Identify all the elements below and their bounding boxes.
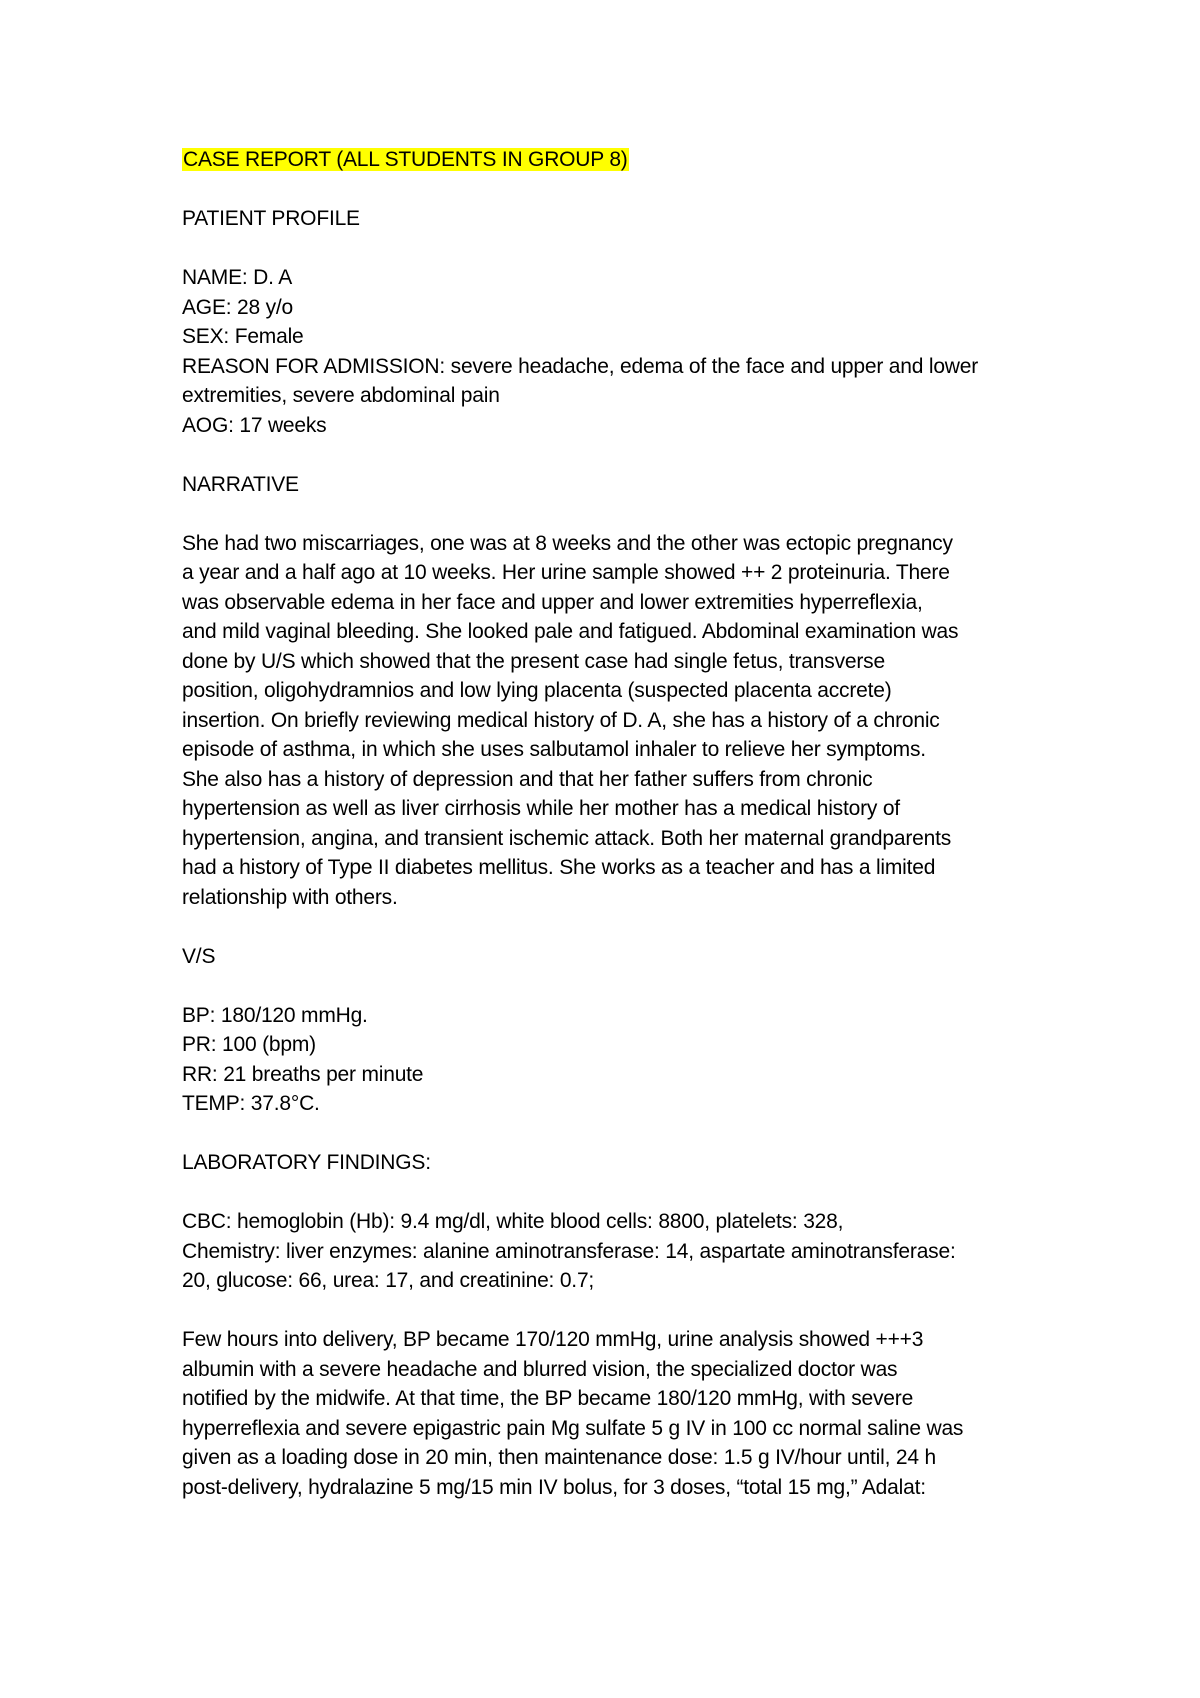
vital-temp: TEMP: 37.8°C. [182,1092,320,1115]
lab-line: Chemistry: liver enzymes: alanine aminotransferase: 14, aspartate aminotransferase: [182,1239,956,1263]
spacer [182,499,1042,529]
delivery-line: notified by the midwife. At that time, the BP became 180/120 mmHg, with severe [182,1387,914,1410]
spacer [182,175,1042,205]
delivery-line: Few hours into delivery, BP became 170/120 mmHg, urine analysis showed +++3 [182,1328,924,1351]
delivery-line: hyperreflexia and severe epigastric pain Mg sulfate 5 g IV in 100 cc normal saline was [182,1416,964,1440]
narrative-line: insertion. On briefly reviewing medical history of D. A, she has a history of a chronic [182,708,940,732]
patient-sex: SEX: Female [182,325,304,348]
vital-rr: RR: 21 breaths per minute [182,1062,424,1086]
delivery-line: post-delivery, hydralazine 5 mg/15 min IV bolus, for 3 doses, “total 15 mg,” Adalat: [182,1475,926,1499]
spacer [182,971,1042,1001]
narrative-heading: NARRATIVE [182,472,299,496]
spacer [182,234,1042,264]
patient-aog: AOG: 17 weeks [182,413,327,437]
narrative-line: relationship with others. [182,885,398,909]
delivery-line: albumin with a severe headache and blurred vision, the specialized doctor was [182,1357,898,1381]
lab-line: 20, glucose: 66, urea: 17, and creatinine: 0.7; [182,1269,595,1292]
narrative-line: episode of asthma, in which she uses salbutamol inhaler to relieve her symptoms. [182,738,926,761]
spacer [182,1119,1042,1149]
narrative-line: had a history of Type II diabetes mellitus. She works as a teacher and has a limited [182,856,936,879]
admission-reason-line-2: extremities, severe abdominal pain [182,384,500,407]
admission-reason-line-1: REASON FOR ADMISSION: severe headache, edema of the face and upper and lower [182,354,979,378]
narrative-line: and mild vaginal bleeding. She looked pale and fatigued. Abdominal examination was [182,620,959,643]
vital-pr: PR: 100 (bpm) [182,1033,316,1056]
narrative-line: done by U/S which showed that the present case had single fetus, transverse [182,649,885,673]
document-page [182,145,1042,1502]
patient-age: AGE: 28 y/o [182,295,294,319]
narrative-line: a year and a half ago at 10 weeks. Her urine sample showed ++ 2 proteinuria. There [182,561,950,584]
patient-profile-heading: PATIENT PROFILE [182,207,360,230]
narrative-line: hypertension, angina, and transient ischemic attack. Both her maternal grandparents [182,826,952,850]
title-highlight: CASE REPORT (ALL STUDENTS IN GROUP 8) [183,148,628,171]
spacer [182,912,1042,942]
report-title [182,145,1042,175]
delivery-line: given as a loading dose in 20 min, then maintenance dose: 1.5 g IV/hour until, 24 h [182,1446,936,1469]
lab-line: CBC: hemoglobin (Hb): 9.4 mg/dl, white blood cells: 8800, platelets: 328, [182,1210,844,1233]
narrative-line: hypertension as well as liver cirrhosis while her mother has a medical history of [182,797,900,820]
patient-name: NAME: D. A [182,266,293,289]
lab-findings-heading: LABORATORY FINDINGS: [182,1151,431,1174]
spacer [182,1296,1042,1326]
narrative-line: She had two miscarriages, one was at 8 weeks and the other was ectopic pregnancy [182,531,953,555]
vital-bp: BP: 180/120 mmHg. [182,1003,368,1027]
narrative-line: was observable edema in her face and upper and lower extremities hyperreflexia, [182,590,923,614]
spacer [182,440,1042,470]
spacer [182,1178,1042,1208]
narrative-line: position, oligohydramnios and low lying placenta (suspected placenta accrete) [182,679,892,702]
narrative-line: She also has a history of depression and that her father suffers from chronic [182,767,873,791]
vital-signs-heading: V/S [182,944,216,968]
